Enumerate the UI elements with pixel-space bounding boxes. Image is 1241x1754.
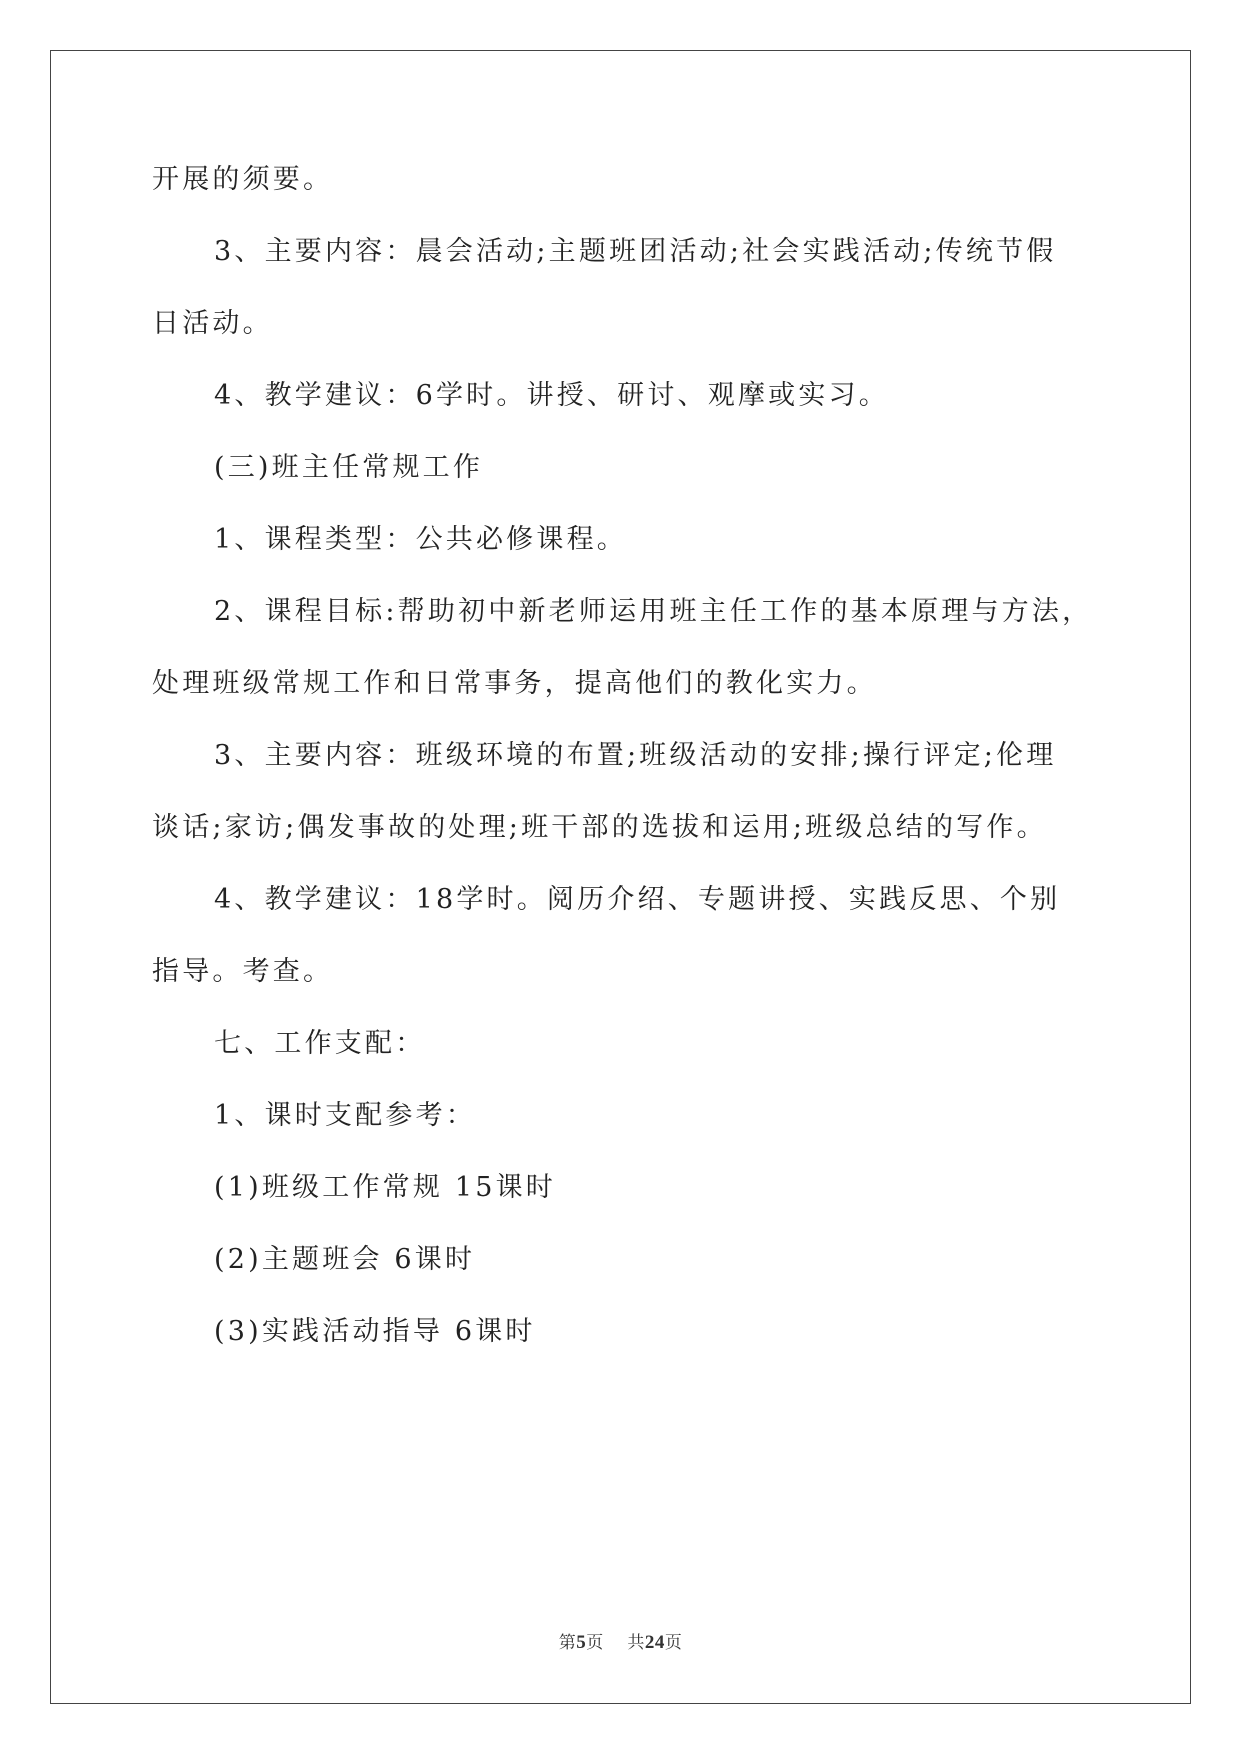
section-heading: (三)班主任常规工作	[214, 452, 484, 483]
text-line: 谈话;家访;偶发事故的处理;班干部的选拔和运用;班级总结的写作。	[152, 812, 1047, 843]
text-line: 2、课程目标:帮助初中新老师运用班主任工作的基本原理与方法，	[214, 596, 1093, 627]
text-line: 日活动。	[152, 308, 273, 339]
page-number-footer	[0, 1628, 1241, 1654]
text-line: 1、课程类型：公共必修课程。	[214, 524, 627, 555]
text-line: 指导。考查。	[152, 956, 334, 987]
section-heading: 七、工作支配：	[214, 1028, 426, 1059]
footer-total-prefix: 共	[627, 1633, 645, 1653]
footer-total-unit: 页	[664, 1633, 683, 1653]
list-item: (2)主题班会 6课时	[214, 1244, 476, 1275]
text-line: 1、课时支配参考：	[214, 1100, 476, 1131]
page-border	[50, 50, 1191, 1704]
text-line: 开展的须要。	[152, 164, 334, 195]
current-page-number: 5	[576, 1632, 587, 1653]
list-item: (3)实践活动指导 6课时	[214, 1316, 536, 1347]
text-line: 3、主要内容：晨会活动;主题班团活动;社会实践活动;传统节假	[214, 236, 1057, 267]
text-line: 4、教学建议：6学时。讲授、研讨、观摩或实习。	[214, 380, 889, 411]
list-item: (1)班级工作常规 15课时	[214, 1172, 556, 1203]
text-line: 处理班级常规工作和日常事务，提高他们的教化实力。	[152, 668, 877, 699]
text-line: 3、主要内容：班级环境的布置;班级活动的安排;操行评定;伦理	[214, 740, 1057, 771]
footer-prefix: 第	[558, 1633, 577, 1653]
text-line: 4、教学建议：18学时。阅历介绍、专题讲授、实践反思、个别	[214, 884, 1061, 915]
total-page-count: 24	[644, 1632, 665, 1653]
footer-page-unit: 页	[586, 1633, 604, 1653]
